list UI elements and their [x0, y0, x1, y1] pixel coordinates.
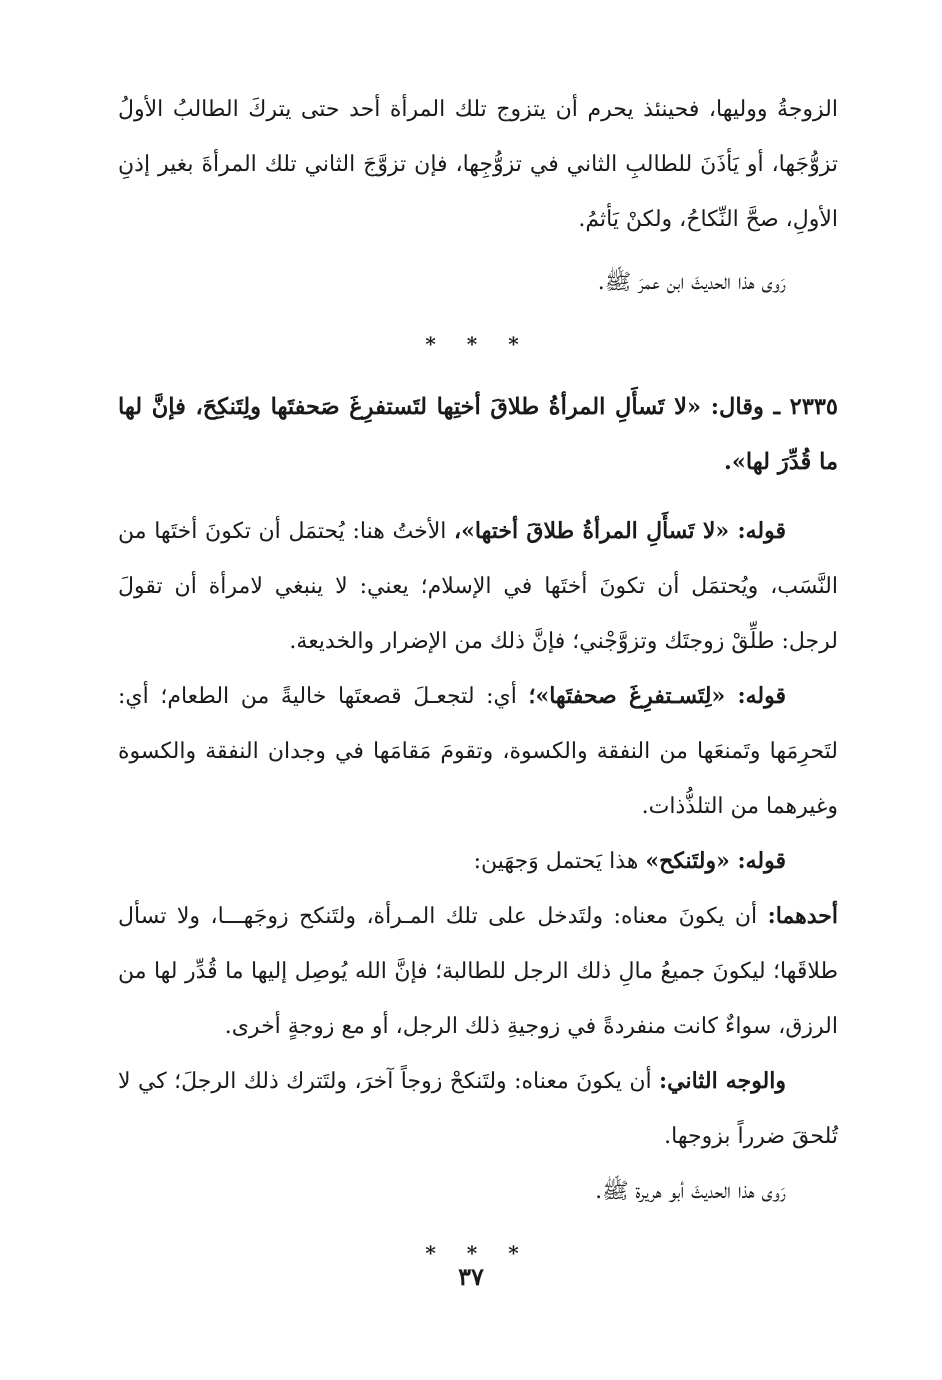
- commentary-paragraph: [118, 889, 838, 1054]
- commentary-text: أن يكونَ معناه: ولتَنكحْ زوجاً آخرَ، ولتَترك ذلك الرجلَ؛ كي لا تُلحقَ ضرراً بزوجها.: [118, 1069, 838, 1149]
- page-body: [118, 82, 838, 1289]
- commentary-paragraph: [118, 834, 838, 889]
- hadith-quote: «لا تَسأَلِ المرأةُ طلاقَ أختِها لتَستفرِغَ صَحفتَها ولِتَنكِحَ، فإنَّ لها ما قُدِّرَ لها».: [118, 394, 838, 475]
- hadith-number: ٢٣٣٥ ـ وقال:: [710, 394, 838, 420]
- commentary-paragraph: [118, 1054, 838, 1164]
- commentary-lead: قوله: «لا تَسأَلِ المرأةُ طلاقَ أختها»،: [454, 518, 786, 544]
- commentary-paragraph: [118, 504, 838, 669]
- commentary-text: هذا يَحتمل وَجهَين:: [473, 849, 646, 874]
- commentary-lead: قوله: «لِتَسـتفرِغَ صحفتَها»؛: [528, 683, 786, 709]
- narrator-line: رَوى هذا الحديثَ أبو هريرة ﷺ.: [595, 1179, 786, 1204]
- hadith-text: [118, 380, 838, 490]
- commentary-text: الأختُ هنا: يُحتمَل أن تكونَ أختَها من النَّسَب، ويُحتمَل أن تكونَ أختَها في الإسلام؛ يعني: لا ينبغي لامرأة أن تقولَ لرجل: طلِّقْ زوجتَك وتزوَّجْني؛ فإنَّ ذلك من الإضرار والخديعة.: [118, 519, 838, 654]
- section-separator: * * *: [425, 1241, 531, 1265]
- page-number: ٣٧: [458, 1262, 484, 1291]
- commentary-lead: قوله: «ولتَنكح»: [645, 848, 786, 874]
- commentary-lead: والوجه الثاني:: [659, 1068, 786, 1094]
- commentary-paragraph: [118, 669, 838, 834]
- narrator-line: رَوى هذا الحديثَ ابن عمرَ ﷺ.: [597, 270, 786, 295]
- commentary-text: أي: لتجعـلَ قصعتَها خاليةً من الطعام؛ أي: لتَحرِمَها وتَمنعَها من النفقة والكسوة، وتقومَ مَقامَها في وجدان النفقة والكسوة وغيرهما من التلذُّذات.: [118, 684, 838, 819]
- commentary-lead: أحدهما:: [767, 903, 838, 929]
- section-separator: * * *: [425, 332, 531, 356]
- paragraph-continuation: الزوجةُ ووليها، فحينئذ يحرم أن يتزوج تلك المرأة أحد حتى يتركَ الطالبُ الأولُ تزوُّجَها، أو يَأذَنَ للطالبِ الثاني في تزوُّجِها، فإن تزوَّجَ الثاني تلك المرأةَ بغير إذنِ الأولِ، صحَّ النِّكاحُ، ولكنْ يَأثمُ.: [118, 97, 838, 232]
- commentary-text: أن يكونَ معناه: ولتَدخل على تلك المـرأة، ولتَنكح زوجَهـــا، ولا تسأل طلاقَها؛ ليكونَ جميعُ مالِ ذلك الرجل للطالبة؛ فإنَّ الله يُوصِل إليها ما قُدِّر لها من الرزق، سواءٌ كانت منفردةً في زوجيةِ ذلك الرجل، أو مع زوجةٍ أخرى.: [118, 904, 838, 1039]
